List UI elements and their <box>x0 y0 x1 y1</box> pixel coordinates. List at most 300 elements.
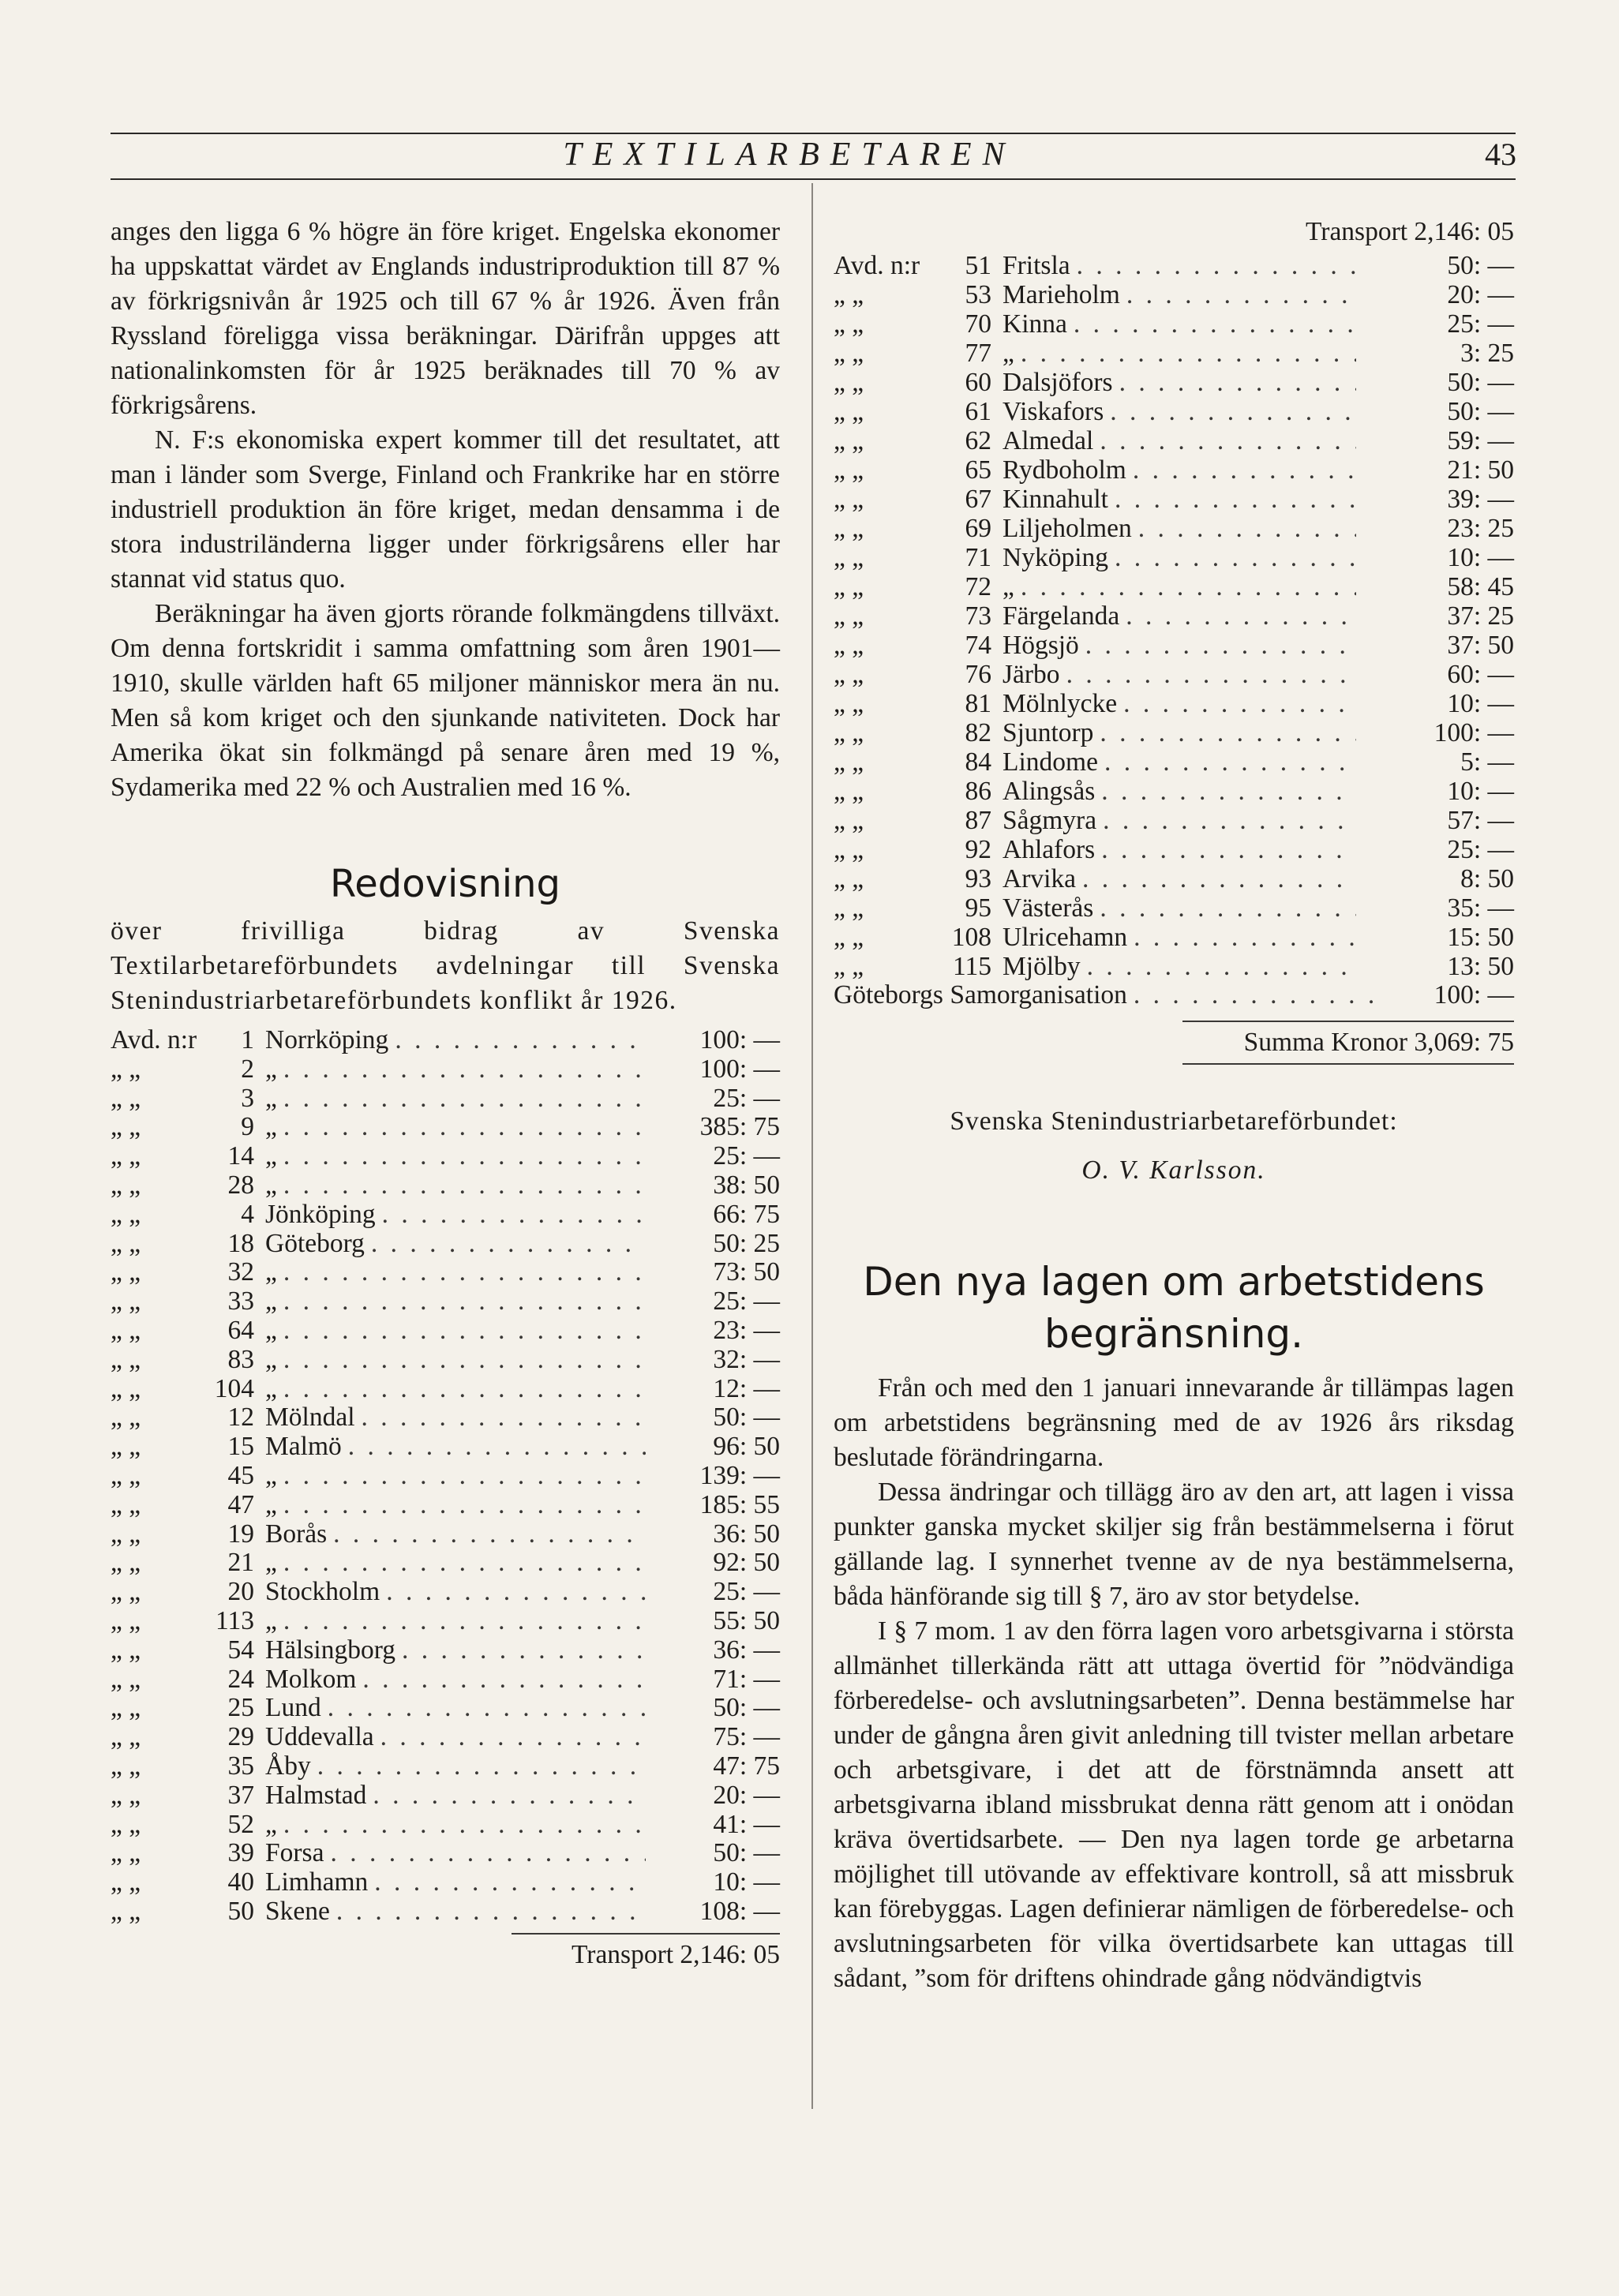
leader-dots <box>1082 864 1356 893</box>
leader-dots <box>1021 339 1356 368</box>
ledger-amount: 50: 25 <box>713 1228 780 1258</box>
ledger-number: 67 <box>965 485 991 514</box>
ledger-row <box>834 309 1514 339</box>
ledger-abbr: „ „ <box>111 1896 141 1926</box>
ledger-number: 3 <box>241 1083 254 1113</box>
ledger-row <box>111 1258 780 1287</box>
section-heading-arbetstid: Den nya lagen om arbetstidens begränsning. <box>863 1259 1485 1357</box>
ledger-name: Färgelanda <box>1003 601 1120 631</box>
ledger-row <box>111 1026 780 1055</box>
ledger-row <box>834 777 1514 806</box>
ledger-abbr: „ „ <box>834 572 864 601</box>
ledger-row <box>834 689 1514 718</box>
ledger-amount: 100: — <box>1433 718 1514 747</box>
leader-dots <box>1074 309 1356 339</box>
ledger-row <box>111 1346 780 1375</box>
ledger-name: „ <box>265 1809 277 1839</box>
ledger-number: 73 <box>965 601 991 631</box>
ledger-row <box>834 543 1514 572</box>
leader-dots <box>333 1520 646 1549</box>
leader-dots <box>1100 893 1356 923</box>
ledger-abbr: „ „ <box>834 631 864 660</box>
leader-dots <box>1133 455 1356 485</box>
ledger-row <box>111 1636 780 1665</box>
ledger-amount: 36: 50 <box>713 1519 780 1549</box>
ledger-number: 65 <box>965 455 991 485</box>
ledger-name: „ <box>265 1373 277 1403</box>
leader-dots <box>283 1084 646 1114</box>
ledger-abbr: „ „ <box>111 1548 141 1578</box>
paragraph: I § 7 mom. 1 av den förra lagen voro arbetsgivarna i största allmänhet tillerkända rätt att uttaga övertid för ”nödvändiga förberedelse- och avslutningsarbeten”. Denna bestämmelse har under de gångna åren givit anledning till tvister mellan arbetare och arbetsgivare, i det att de förstnämnda ansett att arbetsgivarna ibland missbrukat denna rätt genom att i onödan kräva övertidsarbete. — Den nya lagen torde ge arbetarna möjlighet till utövande av effektivare kontroll, så att missbruk kan förebyggas. Lagen definierar nämligen de förberedelse- och avslutningsarbeten för vilka övertidsarbete kan uttagas till sådant, ”som för driftens ohindrade gång nödvändigtvis <box>834 1616 1514 1993</box>
ledger-name: Högsjö <box>1003 631 1079 660</box>
ledger-name: Rydboholm <box>1003 455 1126 485</box>
leader-dots <box>283 1287 646 1317</box>
ledger-name: „ <box>1003 572 1014 601</box>
leader-dots <box>1104 747 1356 777</box>
leader-dots <box>374 1868 646 1897</box>
transport-text: Transport 2,146: 05 <box>1306 217 1514 246</box>
ledger-name: Mölndal <box>265 1403 355 1433</box>
summa-total <box>834 1021 1514 1065</box>
ledger-abbr: „ „ <box>834 397 864 426</box>
ledger-row <box>834 485 1514 514</box>
ledger-abbr: „ „ <box>111 1519 141 1549</box>
ledger-amount: 25: — <box>1447 835 1514 864</box>
ledger-amount: 50: — <box>1447 251 1514 280</box>
leader-dots <box>395 1026 646 1055</box>
ledger-name: Järbo <box>1003 660 1060 689</box>
ledger-name: „ <box>265 1315 277 1345</box>
ledger-number: 83 <box>227 1344 254 1374</box>
paragraph: Beräkningar ha även gjorts rörande folkmängdens tillväxt. Om denna fortskridit i samma omfattning som åren 1901—1910, skulle världen haft 65 miljoner människor mera än nu. Men så kom kriget och den sjunkande nativiteten. Dock har Amerika ökat sin folkmängd på senare åren med 19 %, Sydamerika med 22 % och Australien med 16 %. <box>111 599 780 802</box>
ledger-amount: 8: 50 <box>1460 864 1514 893</box>
ledger-number: 61 <box>965 397 991 426</box>
column-divider <box>811 183 813 2109</box>
ledger-name: „ <box>265 1489 277 1519</box>
ledger-number: 54 <box>227 1635 254 1665</box>
paragraph: Dessa ändringar och tillägg äro av den art, att lagen i vissa punkter ganska mycket skiljer sig från bestämmelserna i förut gällande lag. I synnerhet tvenne av de nya bestämmelserna, båda hänförande sig till § 7, äro av stor betydelse. <box>834 1478 1514 1611</box>
section-heading-redovisning: Redovisning <box>330 862 560 906</box>
ledger-name: Liljeholmen <box>1003 514 1132 543</box>
ledger-row <box>834 747 1514 777</box>
ledger-abbr: „ „ <box>111 1373 141 1403</box>
ledger-amount: 5: — <box>1460 747 1514 777</box>
ledger-number: 37 <box>227 1780 254 1810</box>
ledger-amount: 385: 75 <box>699 1112 780 1142</box>
transport-carried <box>834 215 1514 249</box>
leader-dots <box>1123 689 1356 718</box>
ledger-amount: 73: 50 <box>713 1257 780 1287</box>
ledger-row <box>111 1752 780 1781</box>
ledger-row <box>111 1084 780 1114</box>
leader-dots <box>283 1113 646 1142</box>
ledger-amount: 25: — <box>1447 309 1514 339</box>
ledger-number: 4 <box>241 1199 254 1229</box>
header-bottom-rule <box>111 178 1516 180</box>
summa-underline <box>1182 1063 1514 1065</box>
ledger-row <box>834 426 1514 455</box>
ledger-name: „ <box>265 1083 277 1113</box>
ledger-row <box>834 835 1514 864</box>
signature: O. V. Karlsson. <box>1081 1155 1266 1185</box>
organisation-line: Svenska Stenindustriarbetareförbundet: <box>950 1107 1398 1136</box>
ledger-number: 25 <box>227 1693 254 1723</box>
ledger-name: „ <box>265 1170 277 1200</box>
ledger-amount: 25: — <box>713 1287 780 1317</box>
ledger-abbr: „ „ <box>111 1489 141 1519</box>
ledger-row <box>111 1549 780 1578</box>
ledger-name: Kinna <box>1003 309 1067 339</box>
ledger-number: 71 <box>965 543 991 572</box>
summa-text: Summa Kronor 3,069: 75 <box>1243 1028 1514 1057</box>
ledger-number: 72 <box>965 572 991 601</box>
ledger-number: 115 <box>952 952 991 981</box>
ledger-name: Norrköping <box>265 1025 389 1054</box>
ledger-name: Uddevalla <box>265 1722 374 1752</box>
ledger-name: Åby <box>265 1751 311 1781</box>
ledger-number: 76 <box>965 660 991 689</box>
ledger-row <box>111 1694 780 1723</box>
leader-dots <box>1101 777 1356 806</box>
ledger-number: 62 <box>965 426 991 455</box>
leader-dots <box>382 1200 646 1230</box>
ledger-abbr: „ „ <box>111 1838 141 1868</box>
leader-dots <box>1077 251 1356 280</box>
ledger-amount: 50: — <box>1447 368 1514 397</box>
ledger-abbr: „ „ <box>111 1141 141 1171</box>
ledger-number: 113 <box>215 1605 254 1635</box>
ledger-number: 14 <box>227 1141 254 1171</box>
ledger-number: 52 <box>227 1809 254 1839</box>
leader-dots <box>1101 835 1356 864</box>
ledger-number: 39 <box>227 1838 254 1868</box>
ledger-abbr: „ „ <box>834 514 864 543</box>
leader-dots <box>1138 514 1356 543</box>
ledger-row <box>834 864 1514 893</box>
page-number: 43 <box>1485 137 1516 172</box>
ledger-name: Sjuntorp <box>1003 718 1094 747</box>
ledger-number: 1 <box>241 1025 254 1054</box>
ledger-amount: 15: 50 <box>1447 923 1514 952</box>
ledger-amount: 25: — <box>713 1577 780 1607</box>
ledger-amount: 10: — <box>1447 689 1514 718</box>
ledger-row <box>834 251 1514 280</box>
ledger-number: 82 <box>965 718 991 747</box>
leader-dots <box>402 1636 646 1665</box>
ledger-row <box>111 1200 780 1230</box>
ledger-name: Almedal <box>1003 426 1094 455</box>
ledger-name: „ <box>265 1054 277 1084</box>
ledger-row <box>111 1578 780 1607</box>
ledger-number: 40 <box>227 1867 254 1897</box>
ledger-amount: 139: — <box>699 1460 780 1490</box>
ledger-abbr: „ „ <box>111 1403 141 1433</box>
ledger-number: 50 <box>227 1896 254 1926</box>
ledger-amount: 36: — <box>713 1635 780 1665</box>
ledger-amount: 96: 50 <box>713 1432 780 1462</box>
ledger-row <box>834 514 1514 543</box>
ledger-amount: 108: — <box>699 1896 780 1926</box>
ledger-name: Marieholm <box>1003 280 1120 309</box>
left-column <box>111 215 780 1972</box>
ledger-row <box>834 718 1514 747</box>
ledger-amount: 50: — <box>713 1838 780 1868</box>
ledger-name: „ <box>265 1287 277 1317</box>
leader-dots <box>362 1665 646 1695</box>
ledger-abbr: „ „ <box>111 1693 141 1723</box>
ledger-number: 95 <box>965 893 991 923</box>
ledger-abbr: „ „ <box>834 718 864 747</box>
ledger-amount: 71: — <box>713 1664 780 1694</box>
leader-dots <box>1115 543 1356 572</box>
ledger-number: 2 <box>241 1054 254 1084</box>
ledger-row <box>834 368 1514 397</box>
ledger-abbr: „ „ <box>111 1257 141 1287</box>
ledger-row <box>111 1142 780 1171</box>
ledger-amount: 57: — <box>1447 806 1514 835</box>
ledger-number: 32 <box>227 1257 254 1287</box>
ledger-number: 12 <box>227 1403 254 1433</box>
leader-dots <box>317 1752 646 1781</box>
ledger-amount: 39: — <box>1447 485 1514 514</box>
ledger-abbr: „ „ <box>111 1287 141 1317</box>
ledger-amount: 25: — <box>713 1083 780 1113</box>
ledger-amount: 32: — <box>713 1344 780 1374</box>
ledger-name: „ <box>265 1112 277 1142</box>
ledger-abbr: „ „ <box>834 543 864 572</box>
contributions-ledger-continued <box>834 251 1514 981</box>
ledger-amount: 35: — <box>1447 893 1514 923</box>
ledger-row <box>834 806 1514 835</box>
running-title: TEXTILARBETAREN <box>563 137 1016 173</box>
ledger-abbr: „ „ <box>111 1228 141 1258</box>
transport-text: Transport 2,146: 05 <box>572 1939 780 1969</box>
leader-dots <box>283 1375 646 1404</box>
ledger-abbr: „ „ <box>111 1460 141 1490</box>
ledger-number: 51 <box>965 251 991 280</box>
leader-dots <box>373 1781 646 1811</box>
ledger-name: Molkom <box>265 1664 357 1694</box>
ledger-amount: 100: — <box>699 1054 780 1084</box>
ledger-number: 19 <box>227 1519 254 1549</box>
ledger-number: 15 <box>227 1432 254 1462</box>
leader-dots <box>1134 981 1380 1009</box>
ledger-row <box>111 1723 780 1752</box>
ledger-number: 64 <box>227 1315 254 1345</box>
ledger-number: 104 <box>214 1373 254 1403</box>
ledger-name: Ulricehamn <box>1003 923 1128 952</box>
ledger-name: „ <box>265 1460 277 1490</box>
ledger-amount: 20: — <box>713 1780 780 1810</box>
ledger-abbr: „ „ <box>834 368 864 397</box>
ledger-row <box>834 893 1514 923</box>
leader-dots <box>283 1607 646 1636</box>
ledger-abbr: „ „ <box>111 1315 141 1345</box>
ledger-abbr: „ „ <box>834 923 864 952</box>
ledger-name: „ <box>265 1257 277 1287</box>
ledger-amount: 38: 50 <box>713 1170 780 1200</box>
ledger-row <box>834 397 1514 426</box>
leader-dots <box>1119 368 1356 397</box>
ledger-number: 93 <box>965 864 991 893</box>
ledger-row <box>111 1375 780 1404</box>
ledger-row <box>111 1520 780 1549</box>
ledger-name: Sågmyra <box>1003 806 1097 835</box>
ledger-name: Forsa <box>265 1838 324 1868</box>
leader-dots <box>283 1055 646 1084</box>
ledger-row <box>111 1230 780 1259</box>
redovisning-subtitle: över frivilliga bidrag av Svenska Textilarbetareförbundets avdelningar till Svenska Stenindustriarbetareförbundets konflikt år 1926. <box>111 916 780 1015</box>
ledger-name: Dalsjöfors <box>1003 368 1113 397</box>
ledger-abbr: „ „ <box>834 777 864 806</box>
ledger-number: 47 <box>227 1489 254 1519</box>
ledger-name: Ahlafors <box>1003 835 1096 864</box>
ledger-name: „ <box>265 1548 277 1578</box>
ledger-abbr: „ „ <box>834 426 864 455</box>
ledger-name: Halmstad <box>265 1780 367 1810</box>
header-top-rule <box>111 133 1516 134</box>
ledger-amount: 3: 25 <box>1460 339 1514 368</box>
ledger-abbr: „ „ <box>111 1054 141 1084</box>
ledger-abbr: „ „ <box>111 1751 141 1781</box>
paragraph: N. F:s ekonomiska expert kommer till det resultatet, att man i länder som Sverge, Finland och Frankrike har en större industriell produktion än före kriget, medan densamma i de stora industriländerna ligger under förkrigsårens eller har stannat vid status quo. <box>111 425 780 594</box>
ledger-amount: 100: — <box>699 1025 780 1054</box>
ledger-row <box>111 1055 780 1084</box>
ledger-amount: 25: — <box>713 1141 780 1171</box>
ledger-name: Arvika <box>1003 864 1077 893</box>
ledger-number: 60 <box>965 368 991 397</box>
ledger-number: 69 <box>965 514 991 543</box>
ledger-name: „ <box>265 1141 277 1171</box>
ledger-amount: 10: — <box>713 1867 780 1897</box>
ledger-abbr: „ „ <box>111 1112 141 1142</box>
ledger-row <box>111 1491 780 1520</box>
ledger-name: Kinnahult <box>1003 485 1108 514</box>
ledger-amount: 60: — <box>1447 660 1514 689</box>
ledger-abbr: „ „ <box>834 893 864 923</box>
ledger-amount: 50: — <box>713 1403 780 1433</box>
ledger-row <box>834 280 1514 309</box>
transport-rule <box>512 1933 780 1935</box>
leader-dots <box>283 1317 646 1346</box>
leader-dots <box>283 1491 646 1520</box>
ledger-abbr: „ „ <box>834 309 864 339</box>
leader-dots <box>283 1258 646 1287</box>
leader-dots <box>283 1171 646 1200</box>
ledger-row <box>111 1403 780 1433</box>
samorganisation-amount: 100: — <box>1433 980 1514 1009</box>
ledger-amount: 21: 50 <box>1447 455 1514 485</box>
ledger-name: Alingsås <box>1003 777 1096 806</box>
ledger-amount: 92: 50 <box>713 1548 780 1578</box>
ledger-row <box>111 1171 780 1200</box>
leader-dots <box>1021 572 1356 601</box>
ledger-name: Skene <box>265 1896 330 1926</box>
leader-dots <box>1126 280 1356 309</box>
ledger-row <box>834 601 1514 631</box>
ledger-amount: 10: — <box>1447 777 1514 806</box>
ledger-number: 20 <box>227 1577 254 1607</box>
ledger-number: 29 <box>227 1722 254 1752</box>
ledger-number: 92 <box>965 835 991 864</box>
ledger-row <box>834 339 1514 368</box>
leader-dots <box>348 1433 646 1462</box>
ledger-abbr: „ „ <box>111 1432 141 1462</box>
ledger-amount: 50: — <box>1447 397 1514 426</box>
ledger-amount: 20: — <box>1447 280 1514 309</box>
summa-rule <box>1182 1021 1514 1022</box>
ledger-name: Hälsingborg <box>265 1635 396 1665</box>
ledger-name: Jönköping <box>265 1199 376 1229</box>
ledger-row <box>834 660 1514 689</box>
ledger-row <box>111 1433 780 1462</box>
ledger-row <box>111 1781 780 1811</box>
ledger-amount: 59: — <box>1447 426 1514 455</box>
ledger-abbr: „ „ <box>111 1083 141 1113</box>
leader-dots <box>283 1462 646 1491</box>
leader-dots <box>336 1897 646 1927</box>
ledger-number: 53 <box>965 280 991 309</box>
ledger-abbr: Avd. n:r <box>834 251 920 280</box>
ledger-amount: 58: 45 <box>1447 572 1514 601</box>
ledger-name: Mjölby <box>1003 952 1081 981</box>
ledger-abbr: „ „ <box>834 455 864 485</box>
leader-dots <box>283 1811 646 1840</box>
leader-dots <box>283 1142 646 1171</box>
ledger-name: Borås <box>265 1519 328 1549</box>
leader-dots <box>386 1578 646 1607</box>
leader-dots <box>362 1403 646 1433</box>
ledger-abbr: „ „ <box>834 660 864 689</box>
ledger-abbr: „ „ <box>111 1605 141 1635</box>
ledger-row <box>111 1317 780 1346</box>
ledger-abbr: „ „ <box>834 747 864 777</box>
ledger-number: 108 <box>951 923 991 952</box>
paragraph: anges den ligga 6 % högre än före kriget. Engelska ekonomer ha uppskattat värdet av Englands industriproduktion till 87 % av förkrigsnivån år 1925 och till 67 % år 1926. Även från Ryssland föreligga vissa beräkningar. Därifrån uppges att nationalinkomsten för år 1925 beräknades till 70 % av förkrigsårens. <box>111 217 780 420</box>
ledger-abbr: „ „ <box>834 835 864 864</box>
ledger-name: Västerås <box>1003 893 1094 923</box>
ledger-amount: 23: — <box>713 1315 780 1345</box>
ledger-number: 77 <box>965 339 991 368</box>
ledger-number: 35 <box>227 1751 254 1781</box>
paragraph: Från och med den 1 januari innevarande år tillämpas lagen om arbetstidens begränsning med de av 1926 års riksdag beslutade förändringarna. <box>834 1373 1514 1472</box>
ledger-amount: 12: — <box>713 1373 780 1403</box>
leader-dots <box>1103 806 1356 835</box>
ledger-number: 28 <box>227 1170 254 1200</box>
ledger-abbr: „ „ <box>111 1199 141 1229</box>
leader-dots <box>328 1694 646 1723</box>
ledger-amount: 50: — <box>713 1693 780 1723</box>
ledger-amount: 66: 75 <box>713 1199 780 1229</box>
ledger-number: 87 <box>965 806 991 835</box>
ledger-row <box>111 1811 780 1840</box>
leader-dots <box>1085 631 1356 660</box>
leader-dots <box>1087 952 1356 981</box>
ledger-row <box>111 1897 780 1927</box>
leader-dots <box>1115 485 1356 514</box>
ledger-amount: 13: 50 <box>1447 952 1514 981</box>
ledger-abbr: „ „ <box>111 1664 141 1694</box>
ledger-abbr: „ „ <box>111 1170 141 1200</box>
leader-dots <box>371 1230 646 1259</box>
ledger-abbr: „ „ <box>834 952 864 981</box>
leader-dots <box>1110 397 1356 426</box>
ledger-abbr: „ „ <box>111 1780 141 1810</box>
leader-dots <box>283 1549 646 1578</box>
leader-dots <box>1134 923 1356 952</box>
ledger-number: 84 <box>965 747 991 777</box>
ledger-abbr: „ „ <box>834 280 864 309</box>
